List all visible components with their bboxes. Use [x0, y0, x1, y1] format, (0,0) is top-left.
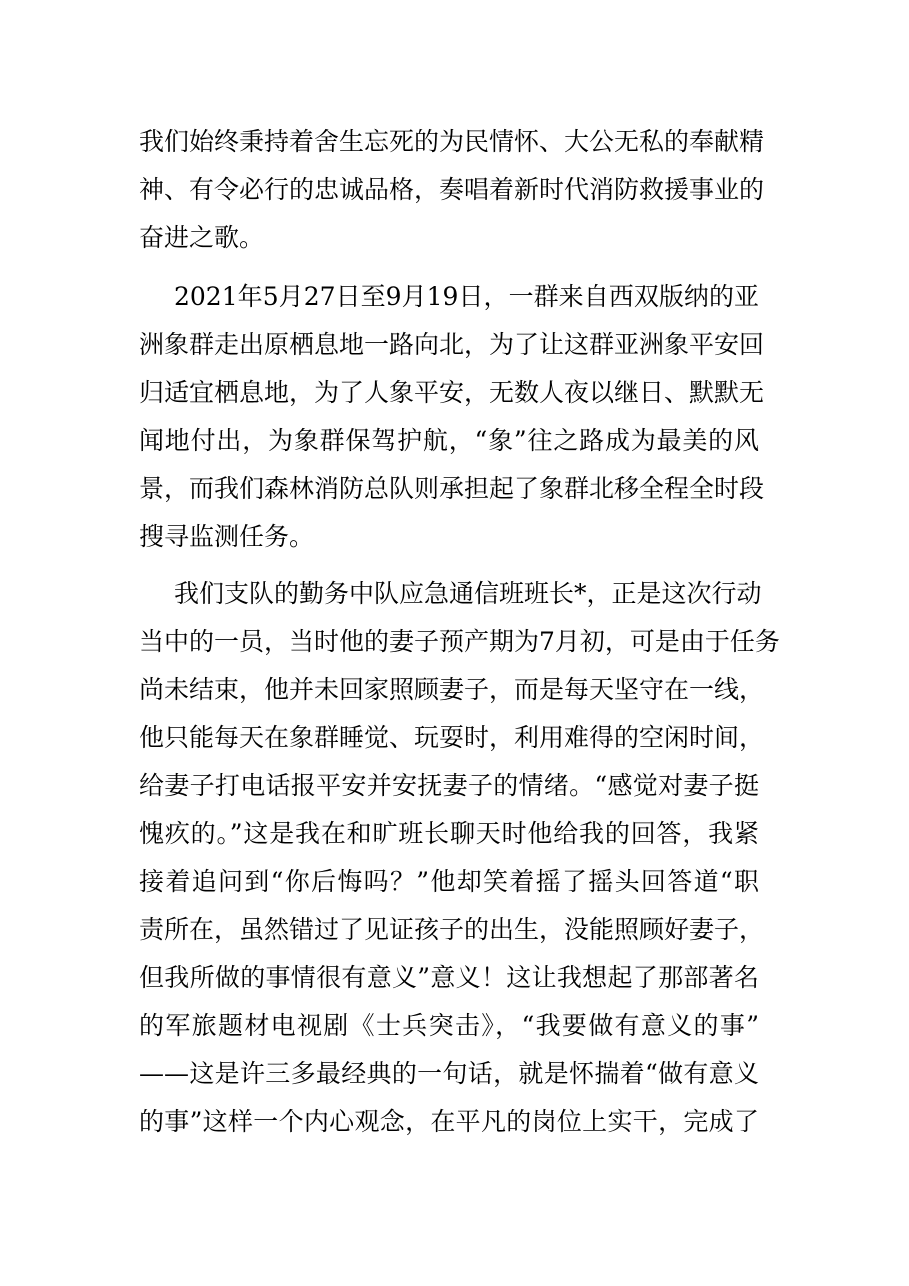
text-line: 归适宜栖息地，为了人象平安，无数人夜以继日、默默无 — [139, 378, 765, 407]
text-line: 神、有令必行的忠诚品格，奏唱着新时代消防救援事业的 — [139, 175, 765, 204]
text-line: 但我所做的事情很有意义”意义！这让我想起了那部著名 — [139, 963, 759, 992]
text-line: 接着追问到“你后悔吗？”他却笑着摇了摇头回答道“职 — [139, 867, 759, 896]
text-line: 搜寻监测任务。 — [139, 522, 315, 551]
text-line: 给妻子打电话报平安并安抚妻子的情绪。“感觉对妻子挺 — [139, 771, 759, 800]
text-line: 我们支队的勤务中队应急通信班班长*，正是这次行动 — [174, 579, 762, 608]
text-line: 尚未结束，他并未回家照顾妻子，而是每天坚守在一线， — [139, 675, 765, 704]
text-line: 责所在，虽然错过了见证孩子的出生，没能照顾好妻子， — [139, 915, 765, 944]
text-line: 我们始终秉持着舍生忘死的为民情怀、大公无私的奉献精 — [139, 127, 765, 156]
text-line: 他只能每天在象群睡觉、玩耍时，利用难得的空闲时间， — [139, 723, 765, 752]
text-line: ——这是许三多最经典的一句话，就是怀揣着“做有意义 — [139, 1059, 759, 1088]
text-line: 闻地付出，为象群保驾护航，“象”往之路成为最美的风 — [139, 426, 759, 455]
text-line: 愧疚的。”这是我在和旷班长聊天时他给我的回答，我紧 — [139, 819, 759, 848]
text-line: 的军旅题材电视剧《士兵突击》，“我要做有意义的事” — [139, 1011, 759, 1040]
text-line: 洲象群走出原栖息地一路向北，为了让这群亚洲象平安回 — [139, 330, 765, 359]
text-line: 2021年5月27日至9月19日，一群来自西双版纳的亚 — [174, 282, 759, 311]
text-line: 奋进之歌。 — [139, 223, 265, 252]
text-line: 的事”这样一个内心观念，在平凡的岗位上实干，完成了 — [139, 1107, 759, 1136]
text-line: 景，而我们森林消防总队则承担起了象群北移全程全时段 — [139, 474, 765, 503]
text-line: 当中的一员，当时他的妻子预产期为7月初，可是由于任务 — [139, 627, 780, 656]
